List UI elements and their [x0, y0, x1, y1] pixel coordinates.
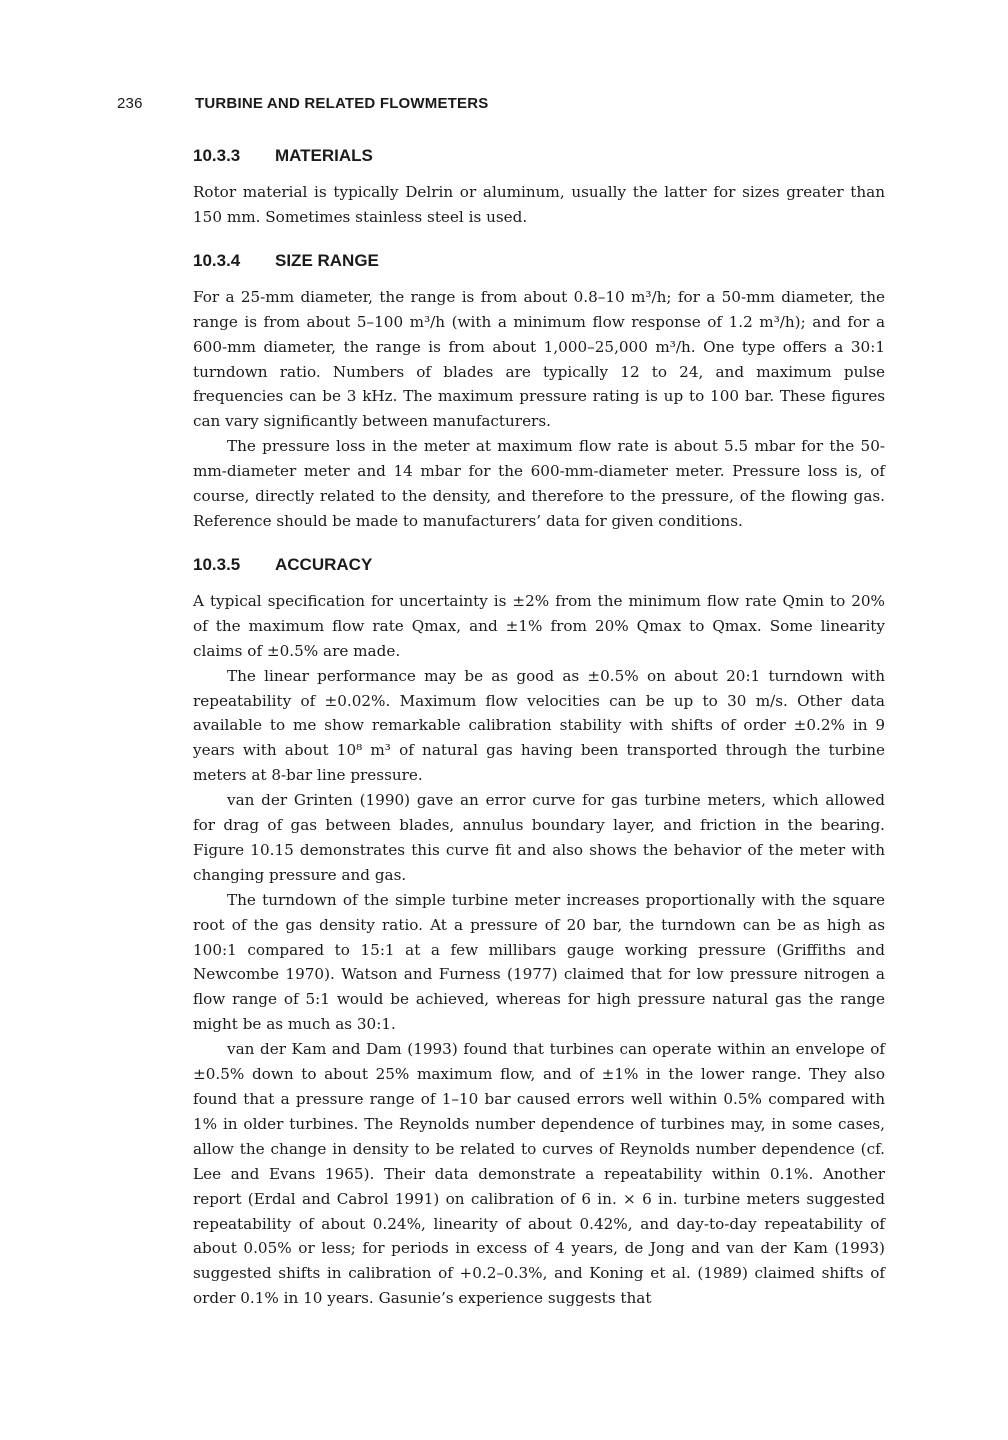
paragraph: The turndown of the simple turbine meter increases proportionally with the square root of the gas density ratio. At a pressure of 20 bar, the turndown can be as high as 100:1 compared to 15:1 at a few millibars gauge working pressure (Griffiths and Newcombe 1970). Watson and Furness (1977) claimed that for low pressure nitrogen a flow range of 5:1 would be achieved, whereas for high pressure natural gas the range might be as much as 30:1.	[193, 890, 885, 1034]
paragraph: van der Kam and Dam (1993) found that turbines can operate within an envelope of ±0.5% down to about 25% maximum flow, and of ±1% in the lower range. They also found that a pressure range of 1–10 bar caused errors well within 0.5% compared with 1% in older turbines. The Reynolds number dependence of turbines may, in some cases, allow the change in density to be related to curves of Reynolds number dependence (cf. Lee and Evans 1965). Their data demonstrate a repeatability within 0.1%. Another report (Erdal and Cabrol 1991) on calibration of 6 in. × 6 in. turbine meters suggested repeatability of about 0.24%, linearity of about 0.42%, and day-to-day repeatability of about 0.05% or less; for periods in excess of 4 years, de Jong and van der Kam (1993) suggested shifts in calibration of +0.2–0.3%, and Koning et al. (1989) claimed shifts of order 0.1% in 10 years. Gasunie’s experience suggests that	[193, 1040, 885, 1308]
section-title: MATERIALS	[275, 146, 373, 165]
page-number: 236	[117, 95, 143, 112]
section-heading	[193, 553, 885, 577]
section-heading	[193, 249, 885, 273]
section-number: 10.3.3	[193, 146, 241, 165]
paragraph: The pressure loss in the meter at maximum flow rate is about 5.5 mbar for the 50-mm-diameter meter and 14 mbar for the 600-mm-diameter meter. Pressure loss is, of course, directly related to the density, and therefore to the pressure, of the flowing gas. Reference should be made to manufacturers’ data for given conditions.	[193, 437, 885, 530]
paragraph: van der Grinten (1990) gave an error curve for gas turbine meters, which allowed for drag of gas between blades, annulus boundary layer, and friction in the bearing. Figure 10.15 demonstrates this curve fit and also shows the behavior of the meter with changing pressure and gas.	[193, 791, 885, 884]
running-head	[117, 95, 488, 112]
section-number: 10.3.4	[193, 250, 241, 270]
running-title: TURBINE AND RELATED FLOWMETERS	[195, 95, 489, 112]
section-heading	[193, 144, 885, 168]
section-title: ACCURACY	[275, 554, 373, 574]
section-materials	[193, 144, 885, 230]
section-number: 10.3.5	[193, 554, 241, 574]
section-accuracy	[193, 553, 885, 1311]
section-size-range	[193, 249, 885, 534]
section-title: SIZE RANGE	[275, 250, 379, 270]
paragraph: Rotor material is typically Delrin or aluminum, usually the latter for sizes greater than 150 mm. Sometimes stainless steel is used.	[193, 183, 885, 226]
paragraph: For a 25-mm diameter, the range is from about 0.8–10 m³/h; for a 50-mm diameter, the range is from about 5–100 m³/h (with a minimum flow response of 1.2 m³/h); and for a 600-mm diameter, the range is from about 1,000–25,000 m³/h. One type offers a 30:1 turndown ratio. Numbers of blades are typically 12 to 24, and maximum pulse frequencies can be 3 kHz. The maximum pressure rating is up to 100 bar. These figures can vary significantly between manufacturers.	[193, 287, 885, 431]
paragraph: The linear performance may be as good as ±0.5% on about 20:1 turndown with repeatability of ±0.02%. Maximum flow velocities can be up to 30 m/s. Other data available to me show remarkable calibration stability with shifts of order ±0.2% in 9 years with about 10⁸ m³ of natural gas having been transported through the turbine meters at 8-bar line pressure.	[193, 666, 885, 785]
page-body	[193, 144, 885, 1330]
paragraph: A typical specification for uncertainty is ±2% from the minimum flow rate Qmin to 20% of the maximum flow rate Qmax, and ±1% from 20% Qmax to Qmax. Some linearity claims of ±0.5% are made.	[193, 591, 885, 660]
